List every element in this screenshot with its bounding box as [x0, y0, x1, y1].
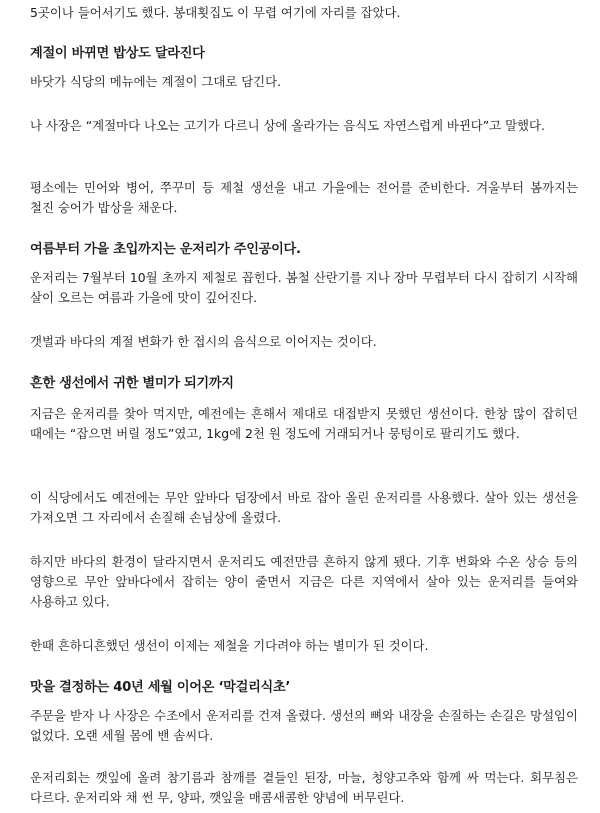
section-heading-delicacy: 흔한 생선에서 귀한 별미가 되기까지 [30, 376, 234, 391]
paragraph-seasonal-fish: 평소에는 민어와 병어, 쭈꾸미 등 제철 생선을 내고 가을에는 전어를 준비한다. 겨울부터 봄까지는 철진 숭어가 밥상을 채운다. [30, 180, 578, 215]
paragraph-once-common: 지금은 운저리를 찾아 먹지만, 예전에는 흔해서 제대로 대접받지 못했던 생선이다. 한창 많이 잡히던 때에는 “잡으면 버릴 정도”였고, 1kg에 2천 원 정도에 거래되거나 뭉텅이로 팔리기도 했다. [30, 406, 578, 441]
paragraph-tidal-change: 갯벌과 바다의 계절 변화가 한 접시의 음식으로 이어지는 것이다. [30, 334, 377, 349]
paragraph-serving: 운저리회는 깻잎에 올려 참기름과 참깨를 곁들인 된장, 마늘, 청양고추와 함께 싸 먹는다. 회무침은 다르다. 운저리와 채 썬 무, 양파, 깻잎을 매콤새콤한 양념에 버무린다. [30, 770, 578, 805]
paragraph-preparation: 주문을 받자 나 사장은 수조에서 운저리를 건져 올렸다. 생선의 뼈와 내장을 손질하는 손길은 망설임이 없었다. 오랜 세월 몸에 밴 솜씨다. [30, 708, 578, 743]
section-heading-unjeori-star: 여름부터 가을 초입까지는 운저리가 주인공이다. [30, 242, 301, 257]
paragraph-climate-change: 하지만 바다의 환경이 달라지면서 운저리도 예전만큼 흔하지 않게 됐다. 기후 변화와 수온 상승 등의 영향으로 무안 앞바다에서 잡히는 양이 줄면서 지금은 다른 지역에서 살아 있는 운저리를 들여와 사용하고 있다. [30, 554, 578, 609]
intro-paragraph: 5곳이나 들어서기도 했다. 봉대횟집도 이 무렵 여기에 자리를 잡았다. [30, 5, 401, 20]
section-heading-seasons: 계절이 바뀌면 밥상도 달라진다 [30, 46, 205, 61]
paragraph-owner-quote: 나 사장은 “계절마다 나오는 고기가 다르니 상에 올라가는 음식도 자연스럽게 바뀐다”고 말했다. [30, 118, 545, 133]
paragraph-menu-season: 바닷가 식당의 메뉴에는 계절이 그대로 담긴다. [30, 74, 282, 89]
section-heading-vinegar: 맛을 결정하는 40년 세월 이어온 ‘막걸리식초’ [30, 680, 291, 695]
paragraph-now-delicacy: 한때 흔하디흔했던 생선이 이제는 제철을 기다려야 하는 별미가 된 것이다. [30, 638, 429, 653]
paragraph-fresh-catch: 이 식당에서도 예전에는 무안 앞바다 덤장에서 바로 잡아 올린 운저리를 사용했다. 살아 있는 생선을 가져오면 그 자리에서 손질해 손님상에 올렸다. [30, 490, 578, 525]
paragraph-unjeori-season: 운저리는 7월부터 10월 초까지 제철로 꼽힌다. 봄철 산란기를 지나 장마 무렵부터 다시 잡히기 시작해 살이 오르는 여름과 가을에 맛이 깊어진다. [30, 270, 578, 305]
